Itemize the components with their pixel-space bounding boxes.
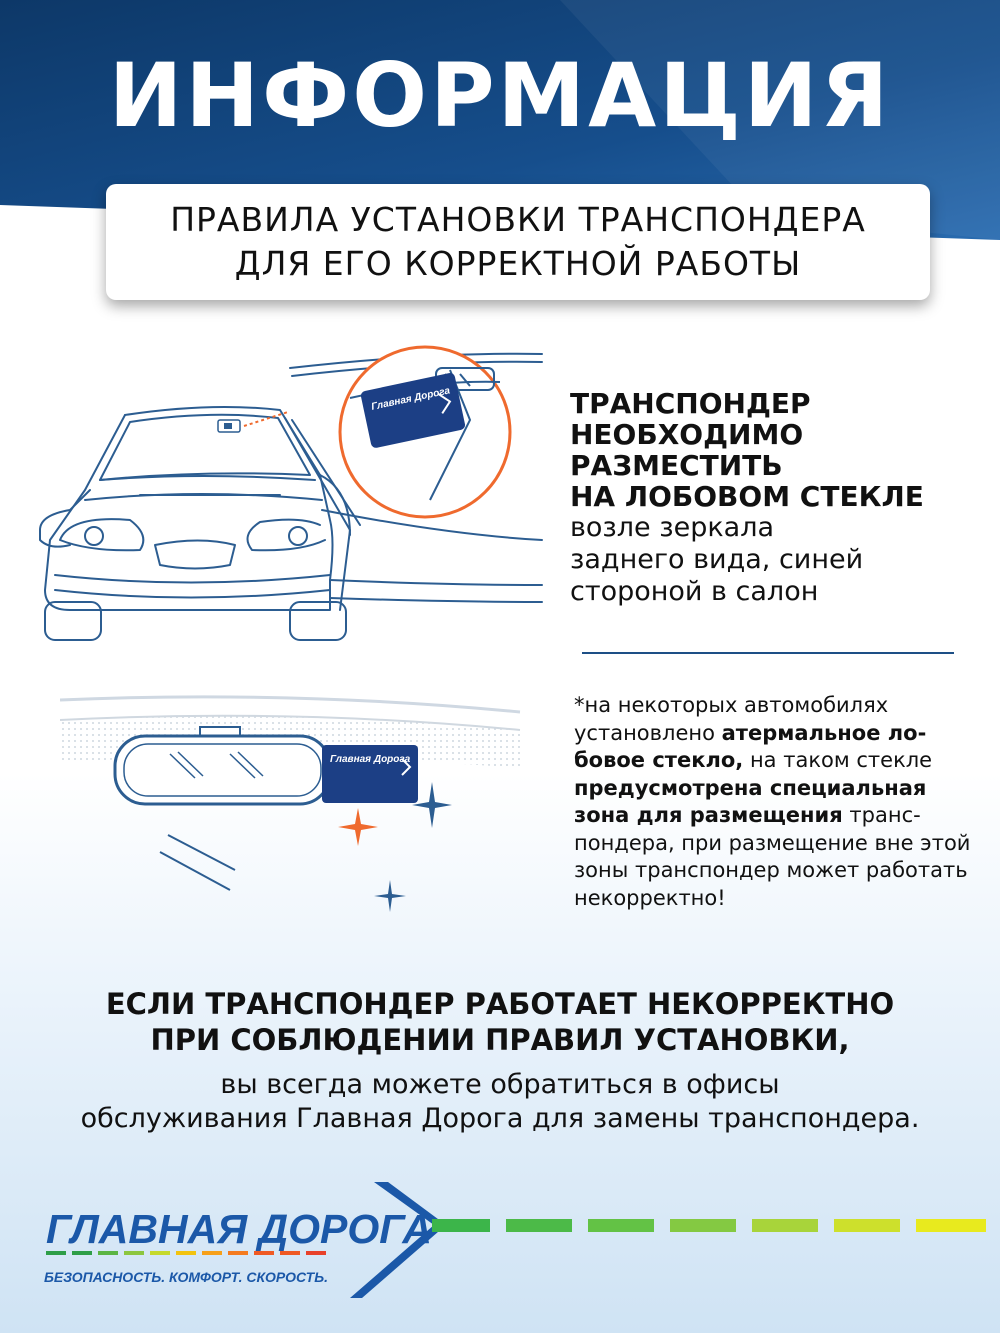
- main-bold-line-1: ТРАНСПОНДЕР: [570, 387, 811, 420]
- brand-logo-name: ГЛАВНАЯ ДОРОГА: [46, 1206, 432, 1252]
- note-text-2: на таком стекле: [743, 748, 933, 772]
- bottom-body-line-1: вы всегда можете обратиться в офисы: [220, 1069, 780, 1100]
- bottom-heading: [0, 986, 1000, 1058]
- main-bold-line-2: НЕОБХОДИМО РАЗМЕСТИТЬ: [570, 418, 804, 482]
- note-bold-2: предусмотрена специальная зона для размещения: [574, 775, 927, 827]
- card-brand-small: Главная Дорога: [370, 385, 452, 413]
- bottom-heading-line-1: ЕСЛИ ТРАНСПОНДЕР РАБОТАЕТ НЕКОРРЕКТНО: [105, 987, 895, 1021]
- windshield-note: [574, 692, 984, 912]
- main-bold-line-3: НА ЛОБОВОМ СТЕКЛЕ: [570, 480, 924, 513]
- note-bold-1: атермальное лобовое стекло,: [574, 720, 927, 772]
- subtitle-line-1: ПРАВИЛА УСТАНОВКИ ТРАНСПОНДЕРА: [170, 200, 866, 239]
- page-title: ИНФОРМАЦИЯ: [108, 44, 892, 147]
- bottom-heading-line-2: ПРИ СОБЛЮДЕНИИ ПРАВИЛ УСТАНОВКИ,: [150, 1023, 850, 1057]
- card-brand-large: Главная Дорога: [330, 754, 411, 765]
- subtitle-box: [106, 184, 930, 300]
- car-illustration: [30, 340, 560, 650]
- main-regular-line-2: заднего вида, синей: [570, 544, 864, 575]
- main-instruction: [570, 388, 990, 608]
- section-divider: [582, 652, 954, 654]
- subtitle-line-2: ДЛЯ ЕГО КОРРЕКТНОЙ РАБОТЫ: [234, 244, 802, 283]
- main-regular-line-1: возле зеркала: [570, 512, 775, 543]
- note-text-1: *на некоторых автомобилях установлено: [574, 693, 889, 745]
- note-text-3: транспондера, при размещение вне этой зоны транспондер может работать некорректно!: [574, 803, 971, 910]
- mirror-illustration: [60, 690, 530, 920]
- bottom-body: [0, 1068, 1000, 1136]
- bottom-body-line-2: обслуживания Главная Дорога для замены транспондера.: [80, 1103, 920, 1134]
- main-regular-line-3: стороной в салон: [570, 576, 819, 607]
- brand-logo-tagline: БЕЗОПАСНОСТЬ. КОМФОРТ. СКОРОСТЬ.: [44, 1269, 328, 1285]
